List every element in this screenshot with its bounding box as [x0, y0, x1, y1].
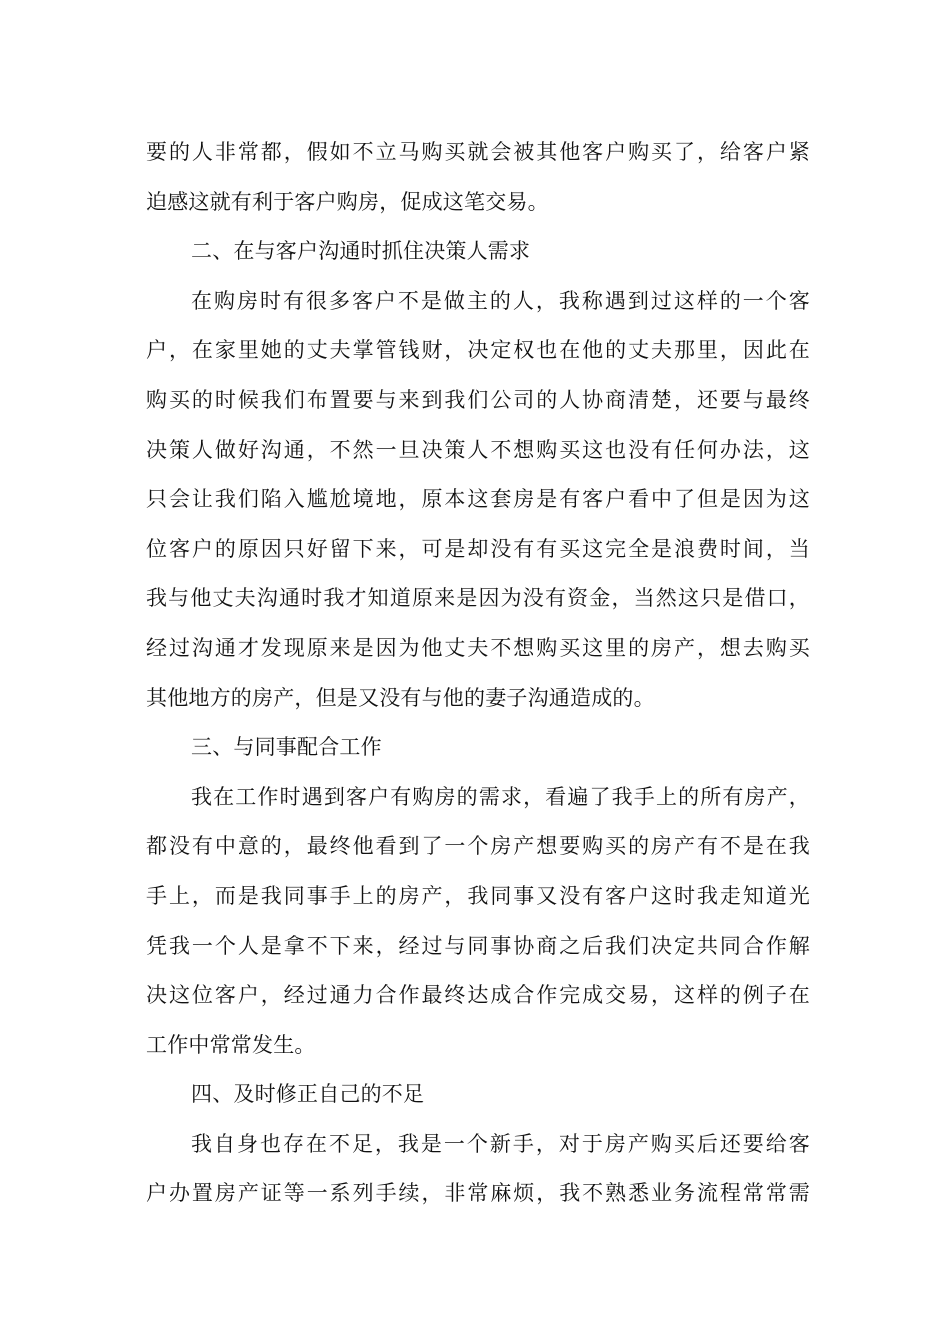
text-line: 我与他丈夫沟通时我才知道原来是因为没有资金，当然这只是借口， [146, 586, 810, 611]
text-line: 其他地方的房产，但是又没有与他的妻子沟通造成的。 [146, 685, 655, 710]
text-line: 经过沟通才发现原来是因为他丈夫不想购买这里的房产，想去购买 [146, 635, 810, 660]
document-body [146, 128, 810, 1219]
text-line: 决策人做好沟通，不然一旦决策人不想购买这也没有任何办法，这 [146, 437, 810, 462]
text-line: 位客户的原因只好留下来，可是却没有有买这完全是浪费时间，当 [146, 536, 810, 561]
text-line: 迫感这就有利于客户购房，促成这笔交易。 [146, 189, 549, 214]
text-line: 我自身也存在不足，我是一个新手，对于房产购买后还要给客 [191, 1131, 810, 1156]
text-line: 决这位客户，经过通力合作最终达成合作完成交易，这样的例子在 [146, 983, 810, 1008]
text-line: 购买的时候我们布置要与来到我们公司的人协商清楚，还要与最终 [146, 387, 810, 412]
text-line: 户办置房产证等一系列手续，非常麻烦，我不熟悉业务流程常常需 [146, 1181, 810, 1206]
text-line: 在购房时有很多客户不是做主的人，我称遇到过这样的一个客 [191, 288, 810, 313]
section-heading: 四、及时修正自己的不足 [191, 1082, 425, 1107]
text-line: 只会让我们陷入尴尬境地，原本这套房是有客户看中了但是因为这 [146, 487, 810, 512]
section-heading: 二、在与客户沟通时抓住决策人需求 [191, 239, 531, 264]
text-line: 都没有中意的，最终他看到了一个房产想要购买的房产有不是在我 [146, 834, 810, 859]
text-line: 我在工作时遇到客户有购房的需求，看遍了我手上的所有房产， [191, 784, 810, 809]
text-line: 工作中常常发生。 [146, 1032, 316, 1057]
text-line: 凭我一个人是拿不下来，经过与同事协商之后我们决定共同合作解 [146, 933, 810, 958]
text-line: 手上，而是我同事手上的房产，我同事又没有客户这时我走知道光 [146, 883, 810, 908]
text-line: 要的人非常都，假如不立马购买就会被其他客户购买了，给客户紧 [146, 140, 810, 164]
section-heading: 三、与同事配合工作 [191, 735, 382, 760]
text-line: 户，在家里她的丈夫掌管钱财，决定权也在他的丈夫那里，因此在 [146, 338, 810, 363]
